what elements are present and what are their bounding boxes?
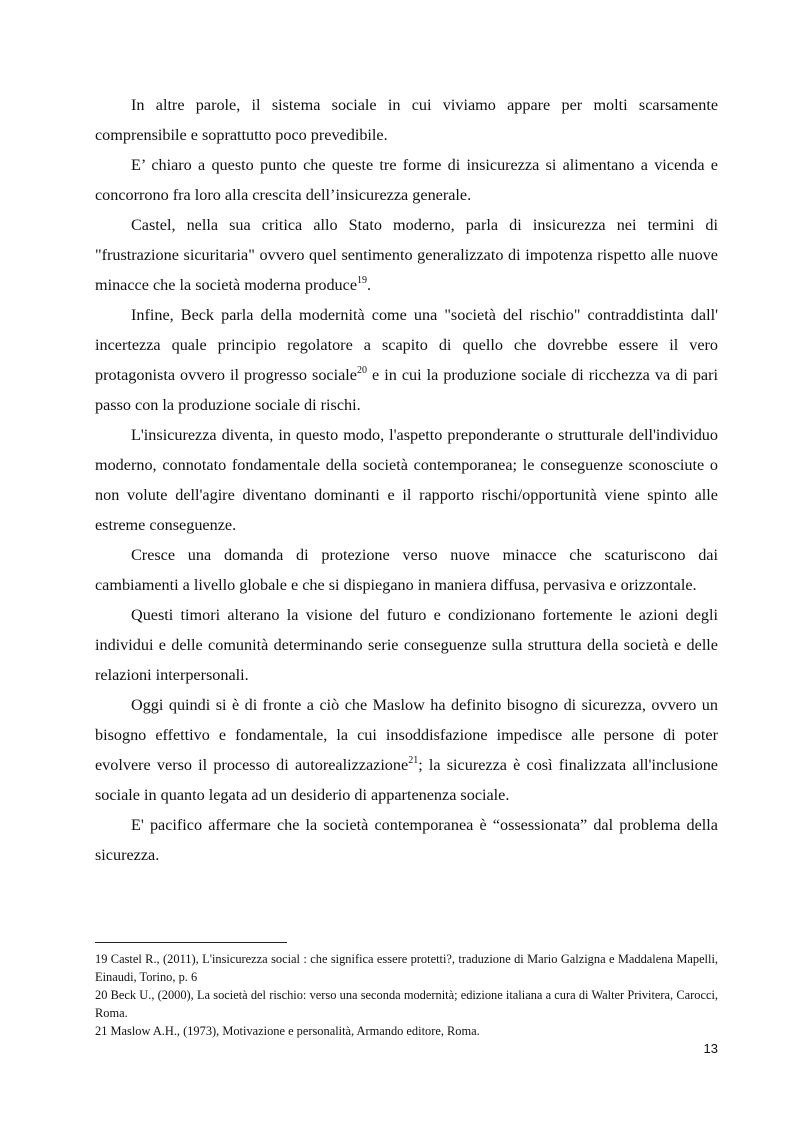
footnote-ref: 20 (356, 365, 367, 376)
footnote-ref: 21 (408, 755, 419, 766)
paragraph: E' pacifico affermare che la società contemporanea è “ossessionata” dal problema della sicurezza. (95, 816, 718, 864)
footnote: 20 Beck U., (2000), La società del rischio: verso una seconda modernità; edizione italiana a cura di Walter Privitera, Carocci, Roma. (95, 988, 718, 1020)
paragraph: In altre parole, il sistema sociale in cui viviamo appare per molti scarsamente comprensibile e soprattutto poco prevedibile. (95, 96, 718, 144)
footnotes (95, 950, 718, 1040)
page-number: 13 (703, 1041, 718, 1056)
footnote: 19 Castel R., (2011), L'insicurezza social : che significa essere protetti?, traduzione di Mario Galzigna e Maddalena Mapelli, Einaudi, Torino, p. 6 (95, 952, 718, 984)
footnote-ref: 19 (357, 275, 368, 286)
paragraph: E’ chiaro a questo punto che queste tre forme di insicurezza si alimentano a vicenda e concorrono fra loro alla crescita dell’insicurezza generale. (95, 156, 718, 204)
paragraph: Infine, Beck parla della modernità come una "società del rischio" contraddistinta dall' incertezza quale principio regolatore a scapito di quello che dovrebbe essere il vero protagonista ovvero il progresso sociale$^{20}$ e in cui la produzione sociale di ricchezza va di pari passo con la produzione sociale di rischi. (95, 306, 718, 414)
paragraph: Castel, nella sua critica allo Stato moderno, parla di insicurezza nei termini di "frustrazione sicuritaria" ovvero quel sentimento generalizzato di impotenza rispetto alle nuove minacce che la società moderna produce$^{19}$. (95, 216, 718, 294)
paragraph: Cresce una domanda di protezione verso nuove minacce che scaturiscono dai cambiamenti a livello globale e che si dispiegano in maniera diffusa, pervasiva e orizzontale. (95, 546, 718, 594)
body-text (95, 90, 718, 870)
footnote: 21 Maslow A.H., (1973), Motivazione e personalità, Armando editore, Roma. (95, 1024, 480, 1038)
paragraph: Questi timori alterano la visione del futuro e condizionano fortemente le azioni degli individui e delle comunità determinando serie conseguenze sulla struttura della società e delle relazioni interpersonali. (95, 606, 718, 684)
paragraph: L'insicurezza diventa, in questo modo, l'aspetto preponderante o strutturale dell'individuo moderno, connotato fondamentale della società contemporanea; le conseguenze sconosciute o non volute dell'agire diventano dominanti e il rapporto rischi/opportunità viene spinto alle estreme conseguenze. (95, 426, 718, 534)
paragraph: Oggi quindi si è di fronte a ciò che Maslow ha definito bisogno di sicurezza, ovvero un bisogno effettivo e fondamentale, la cui insoddisfazione impedisce alle persone di poter evolvere verso il processo di autorealizzazione$^{21}$; la sicurezza è così finalizzata all'inclusione sociale in quanto legata ad un desiderio di appartenenza sociale. (95, 696, 718, 804)
footnote-divider (95, 942, 287, 943)
